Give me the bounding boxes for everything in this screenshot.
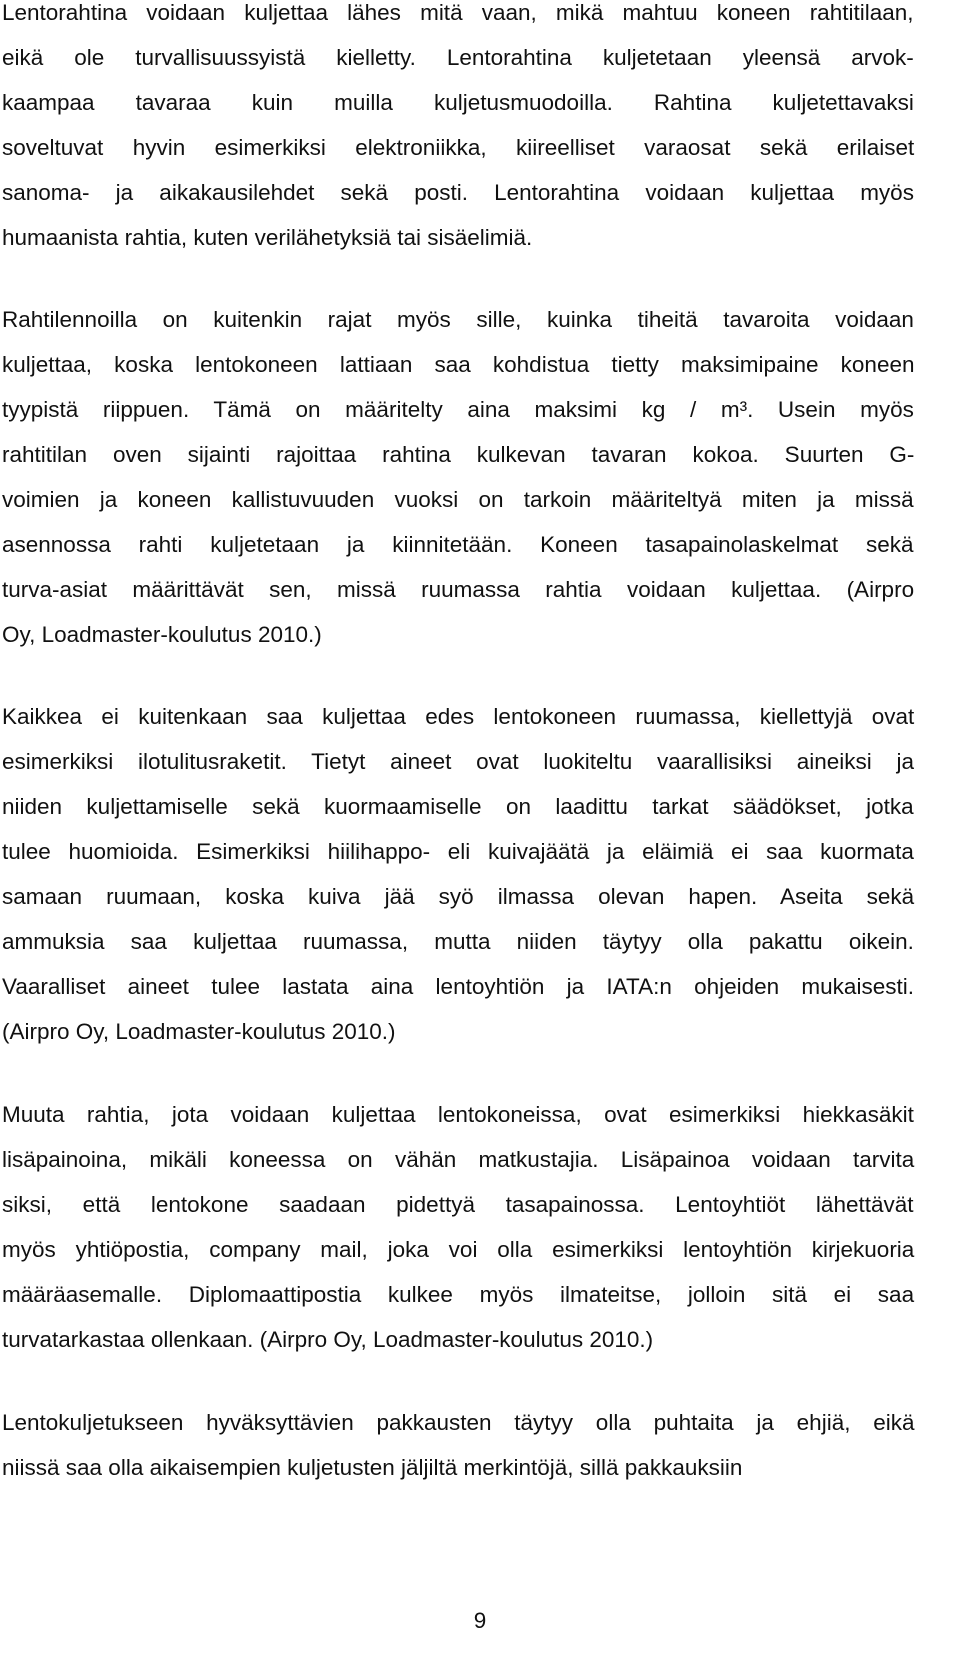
text-line: niiden kuljettamiselle sekä kuormaamiselle on laadittu tarkat säädökset, jotka <box>2 794 914 819</box>
text-line: niissä saa olla aikaisempien kuljetusten jäljiltä merkintöjä, sillä pakkauksiin <box>2 1455 743 1480</box>
text-line: kaampaa tavaraa kuin muilla kuljetusmuodoilla. Rahtina kuljetettavaksi <box>2 90 914 115</box>
text-line: Lentokuljetukseen hyväksyttävien pakkausten täytyy olla puhtaita ja ehjiä, eikä <box>2 1410 915 1435</box>
text-line: asennossa rahti kuljetetaan ja kiinnitetään. Koneen tasapainolaskelmat sekä <box>2 532 914 557</box>
text-line: esimerkiksi ilotulitusraketit. Tietyt aineet ovat luokiteltu vaarallisiksi aineiksi ja <box>2 749 915 774</box>
text-line: Kaikkea ei kuitenkaan saa kuljettaa edes lentokoneen ruumassa, kiellettyjä ovat <box>2 704 915 729</box>
text-line: Muuta rahtia, jota voidaan kuljettaa lentokoneissa, ovat esimerkiksi hiekkasäkit <box>2 1102 914 1127</box>
paragraph <box>0 1400 915 1490</box>
paragraph <box>0 694 915 1054</box>
text-line: voimien ja koneen kallistuvuuden vuoksi on tarkoin määriteltyä miten ja missä <box>2 487 914 512</box>
text-line: tyypistä riippuen. Tämä on määritelty aina maksimi kg / m³. Usein myös <box>2 397 914 422</box>
text-line: Rahtilennoilla on kuitenkin rajat myös sille, kuinka tiheitä tavaroita voidaan <box>2 307 914 332</box>
text-line: turvatarkastaa ollenkaan. (Airpro Oy, Loadmaster-koulutus 2010.) <box>2 1327 654 1352</box>
text-line: kuljettaa, koska lentokoneen lattiaan saa kohdistua tietty maksimipaine koneen <box>2 352 915 377</box>
paragraph <box>0 297 915 657</box>
text-line: sanoma- ja aikakausilehdet sekä posti. Lentorahtina voidaan kuljettaa myös <box>2 180 914 205</box>
text-line: lisäpainoina, mikäli koneessa on vähän matkustajia. Lisäpainoa voidaan tarvita <box>2 1147 915 1172</box>
text-line: myös yhtiöpostia, company mail, joka voi olla esimerkiksi lentoyhtiön kirjekuoria <box>2 1237 915 1262</box>
text-line: Lentorahtina voidaan kuljettaa lähes mitä vaan, mikä mahtuu koneen rahtitilaan, <box>2 0 914 25</box>
text-line: ammuksia saa kuljettaa ruumassa, mutta niiden täytyy olla pakattu oikein. <box>2 929 914 954</box>
paragraph <box>0 0 915 260</box>
text-line: soveltuvat hyvin esimerkiksi elektroniikka, kiireelliset varaosat sekä erilaiset <box>2 135 915 160</box>
text-line: samaan ruumaan, koska kuiva jää syö ilmassa olevan hapen. Aseita sekä <box>2 884 915 909</box>
text-line: tulee huomioida. Esimerkiksi hiilihappo- eli kuivajäätä ja eläimiä ei saa kuormata <box>2 839 914 864</box>
text-line: eikä ole turvallisuussyistä kielletty. Lentorahtina kuljetetaan yleensä arvok- <box>2 45 914 70</box>
text-line: (Airpro Oy, Loadmaster-koulutus 2010.) <box>2 1019 396 1044</box>
text-line: turva-asiat määrittävät sen, missä ruumassa rahtia voidaan kuljettaa. (Airpro <box>2 577 915 602</box>
page-number: 9 <box>473 1608 487 1633</box>
paragraph <box>0 1092 915 1362</box>
text-line: määräasemalle. Diplomaattipostia kulkee myös ilmateitse, jolloin sitä ei saa <box>2 1282 915 1307</box>
text-line: Vaaralliset aineet tulee lastata aina lentoyhtiön ja IATA:n ohjeiden mukaisesti. <box>2 974 914 999</box>
text-line: rahtitilan oven sijainti rajoittaa rahtina kulkevan tavaran kokoa. Suurten G- <box>2 442 915 467</box>
text-line: Oy, Loadmaster-koulutus 2010.) <box>2 622 322 647</box>
text-line: siksi, että lentokone saadaan pidettyä tasapainossa. Lentoyhtiöt lähettävät <box>2 1192 914 1217</box>
text-line: humaanista rahtia, kuten verilähetyksiä tai sisäelimiä. <box>2 225 533 250</box>
